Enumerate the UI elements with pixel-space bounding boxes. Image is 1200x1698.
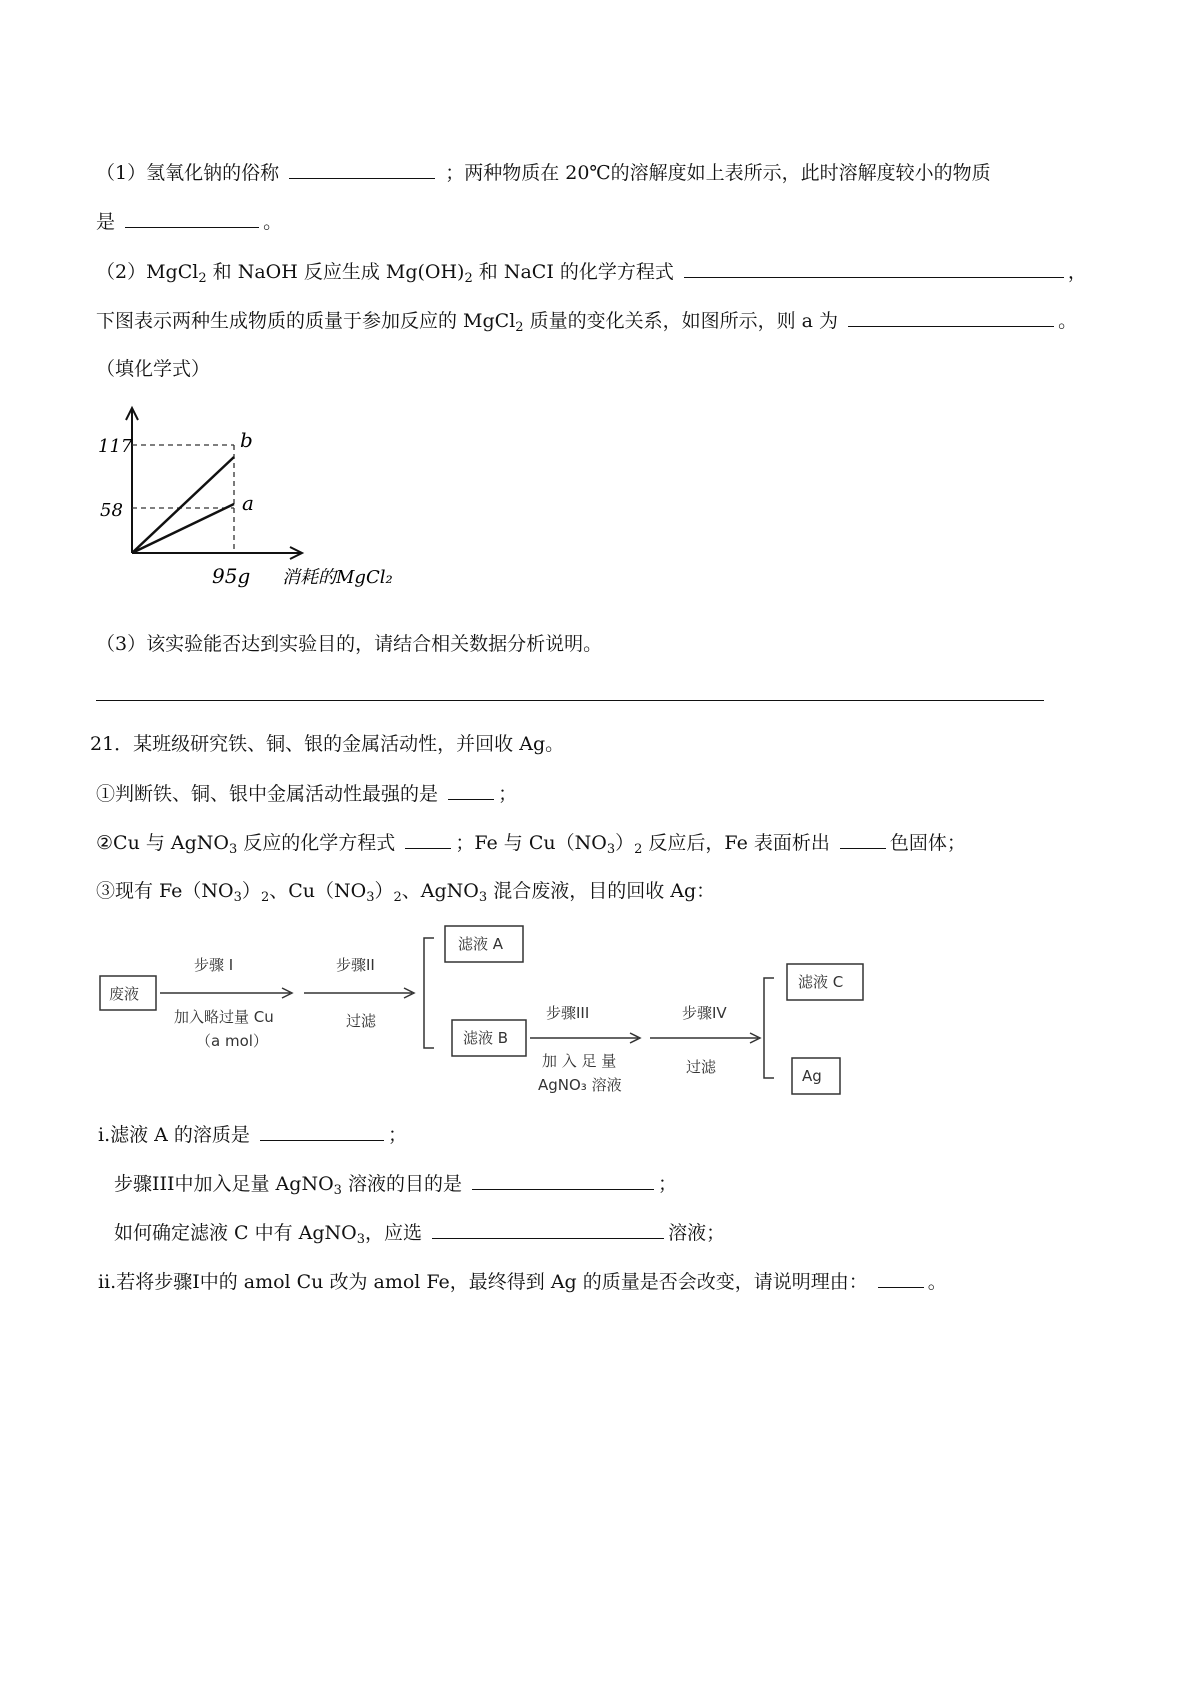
q21-i3-text-a: 如何确定滤液 C 中有 AgNO bbox=[114, 1222, 357, 1244]
q20-part2-period: 。 bbox=[1058, 310, 1078, 332]
q21-s2-blank-equation[interactable] bbox=[405, 830, 451, 849]
label-filter-1: 过滤 bbox=[346, 1012, 377, 1030]
label-step3: 步骤III bbox=[546, 1004, 590, 1022]
subscript: 2 bbox=[260, 890, 270, 905]
label-filtrate-c: 滤液 C bbox=[798, 973, 844, 991]
q20-part3-line bbox=[96, 632, 602, 656]
q21-ii-blank[interactable] bbox=[878, 1269, 924, 1288]
subscript: 3 bbox=[478, 890, 488, 905]
q21-s3-line bbox=[96, 879, 715, 903]
subscript: 3 bbox=[356, 1232, 366, 1247]
q20-part2-fill-formula-note: （填化学式） bbox=[96, 358, 211, 380]
q21-i3-text-b: ，应选 bbox=[365, 1222, 423, 1244]
q21-s3-text-f: 混合废液，目的回收 Ag： bbox=[487, 880, 716, 902]
q21-s2-text-f: 色固体； bbox=[889, 832, 966, 854]
label-filtrate-b: 滤液 B bbox=[463, 1029, 509, 1047]
q21-s1-line bbox=[96, 781, 517, 806]
q21-i2-text-b: 溶液的目的是 bbox=[341, 1173, 462, 1195]
label-b: b bbox=[240, 428, 253, 452]
q21-i2-line bbox=[114, 1171, 677, 1196]
label-a: a bbox=[242, 491, 254, 515]
q20-part1-end: 。 bbox=[263, 211, 283, 233]
q21-s2-text-d: ） bbox=[615, 832, 635, 854]
label-filter-2: 过滤 bbox=[686, 1058, 717, 1076]
q20-part2-comma: ， bbox=[1067, 261, 1087, 283]
x-tick-95g: 95g bbox=[212, 564, 251, 588]
q20-part2-line2 bbox=[96, 308, 1077, 333]
q20-part2-text-b: 和 NaOH 反应生成 Mg(OH) bbox=[206, 261, 465, 283]
q20-part2-text-a: （2）MgCl bbox=[96, 261, 199, 283]
y-tick-58: 58 bbox=[100, 500, 123, 521]
subscript: 3 bbox=[233, 890, 242, 905]
subscript: 2 bbox=[464, 271, 473, 286]
q21-title-text: 21．某班级研究铁、铜、银的金属活动性，并回收 Ag。 bbox=[90, 733, 565, 755]
subscript: 3 bbox=[606, 842, 616, 857]
label-filtrate-a: 滤液 A bbox=[458, 935, 504, 953]
q21-s2-text-b: 反应的化学方程式 bbox=[237, 832, 396, 854]
q20-part2-text-c: 和 NaCI 的化学方程式 bbox=[472, 261, 674, 283]
q21-s3-text-c: 、Cu（NO bbox=[269, 880, 367, 902]
label-add-cu: 加入略过量 Cu bbox=[174, 1008, 274, 1026]
bracket-split-1 bbox=[424, 938, 434, 1048]
q20-part2-text-e: 质量的变化关系，如图所示，则 a 为 bbox=[523, 310, 839, 332]
q20-part2-line1 bbox=[96, 259, 1087, 284]
q21-s2-text-a: ②Cu 与 AgNO bbox=[96, 832, 229, 854]
q21-s2-text-c: ；Fe 与 Cu（NO bbox=[455, 832, 607, 854]
q21-i1-end: ； bbox=[387, 1124, 407, 1146]
q21-s1-end: ； bbox=[498, 783, 518, 805]
q21-ii-text: ⅱ.若将步骤Ⅰ中的 amol Cu 改为 amol Fe，最终得到 Ag 的质量是否会改变，请说明理由： bbox=[98, 1271, 868, 1293]
label-amol: （a mol） bbox=[196, 1032, 268, 1050]
q21-s1-text: ①判断铁、铜、银中金属活动性最强的是 bbox=[96, 783, 439, 805]
line-b bbox=[132, 457, 234, 553]
subscript: 3 bbox=[366, 890, 375, 905]
label-step1: 步骤 I bbox=[194, 956, 234, 974]
q20-part2-blank-equation[interactable] bbox=[684, 259, 1064, 278]
line-a bbox=[132, 504, 234, 553]
q21-i1-line bbox=[98, 1122, 407, 1147]
q20-part1-text-c: 是 bbox=[96, 211, 116, 233]
q20-part1-blank-common-name[interactable] bbox=[289, 160, 435, 179]
q21-i1-text: ⅰ.滤液 A 的溶质是 bbox=[98, 1124, 250, 1146]
q21-s3-text-e: 、AgNO bbox=[401, 880, 479, 902]
subscript: 2 bbox=[393, 890, 402, 905]
q20-part2-blank-a[interactable] bbox=[848, 308, 1054, 327]
label-step4: 步骤IV bbox=[682, 1004, 727, 1022]
q21-s2-blank-color[interactable] bbox=[840, 830, 886, 849]
q21-i2-end: ； bbox=[658, 1173, 678, 1195]
bracket-split-2 bbox=[764, 978, 774, 1078]
q21-i3-blank[interactable] bbox=[432, 1220, 664, 1239]
subscript: 3 bbox=[228, 842, 238, 857]
label-add-agno3: 加 入 足 量 bbox=[542, 1052, 617, 1070]
y-tick-117: 117 bbox=[98, 436, 133, 457]
q21-s3-text-d: ） bbox=[374, 880, 394, 902]
q21-s3-text-a: ③现有 Fe（NO bbox=[96, 880, 234, 902]
subscript: 2 bbox=[198, 271, 207, 286]
label-agno3-solution: AgNO₃ 溶液 bbox=[538, 1076, 622, 1094]
q20-part1-line2 bbox=[96, 209, 282, 234]
q21-title bbox=[90, 732, 564, 756]
recovery-flowchart bbox=[90, 918, 890, 1108]
q21-s2-text-e: 反应后，Fe 表面析出 bbox=[642, 832, 830, 854]
q21-s2-line bbox=[96, 830, 966, 855]
q21-s1-blank[interactable] bbox=[448, 781, 494, 800]
q21-i2-blank[interactable] bbox=[472, 1171, 654, 1190]
q21-s3-text-b: ） bbox=[241, 880, 261, 902]
q21-ii-end: 。 bbox=[927, 1271, 947, 1293]
q21-ii-line bbox=[98, 1269, 947, 1294]
label-ag: Ag bbox=[802, 1067, 822, 1085]
x-axis-label: 消耗的MgCl₂ bbox=[282, 567, 393, 588]
subscript: 3 bbox=[333, 1183, 342, 1198]
q21-i1-blank[interactable] bbox=[260, 1122, 384, 1141]
q21-i3-text-c: 溶液； bbox=[668, 1222, 726, 1244]
q21-i2-text-a: 步骤III中加入足量 AgNO bbox=[114, 1173, 334, 1195]
q20-part1-text-a: （1）氢氧化钠的俗称 bbox=[96, 162, 280, 184]
q21-i3-line bbox=[114, 1220, 725, 1245]
label-waste: 废液 bbox=[109, 985, 140, 1003]
q20-part2-text-d: 下图表示两种生成物质的质量于参加反应的 MgCl bbox=[96, 310, 516, 332]
q20-part3-answer-line[interactable] bbox=[96, 700, 1044, 701]
q20-part2-line3 bbox=[96, 357, 210, 381]
q20-part1-blank-less-soluble[interactable] bbox=[125, 209, 259, 228]
q20-part1-line1 bbox=[96, 160, 991, 185]
q20-part1-text-b: ；两种物质在 20℃的溶解度如上表所示，此时溶解度较小的物质 bbox=[445, 162, 991, 184]
q20-part3-text: （3）该实验能否达到实验目的，请结合相关数据分析说明。 bbox=[96, 633, 603, 655]
subscript: 2 bbox=[634, 842, 643, 857]
label-step2: 步骤II bbox=[336, 956, 375, 974]
subscript: 2 bbox=[515, 320, 524, 335]
mass-relation-graph bbox=[90, 400, 430, 605]
